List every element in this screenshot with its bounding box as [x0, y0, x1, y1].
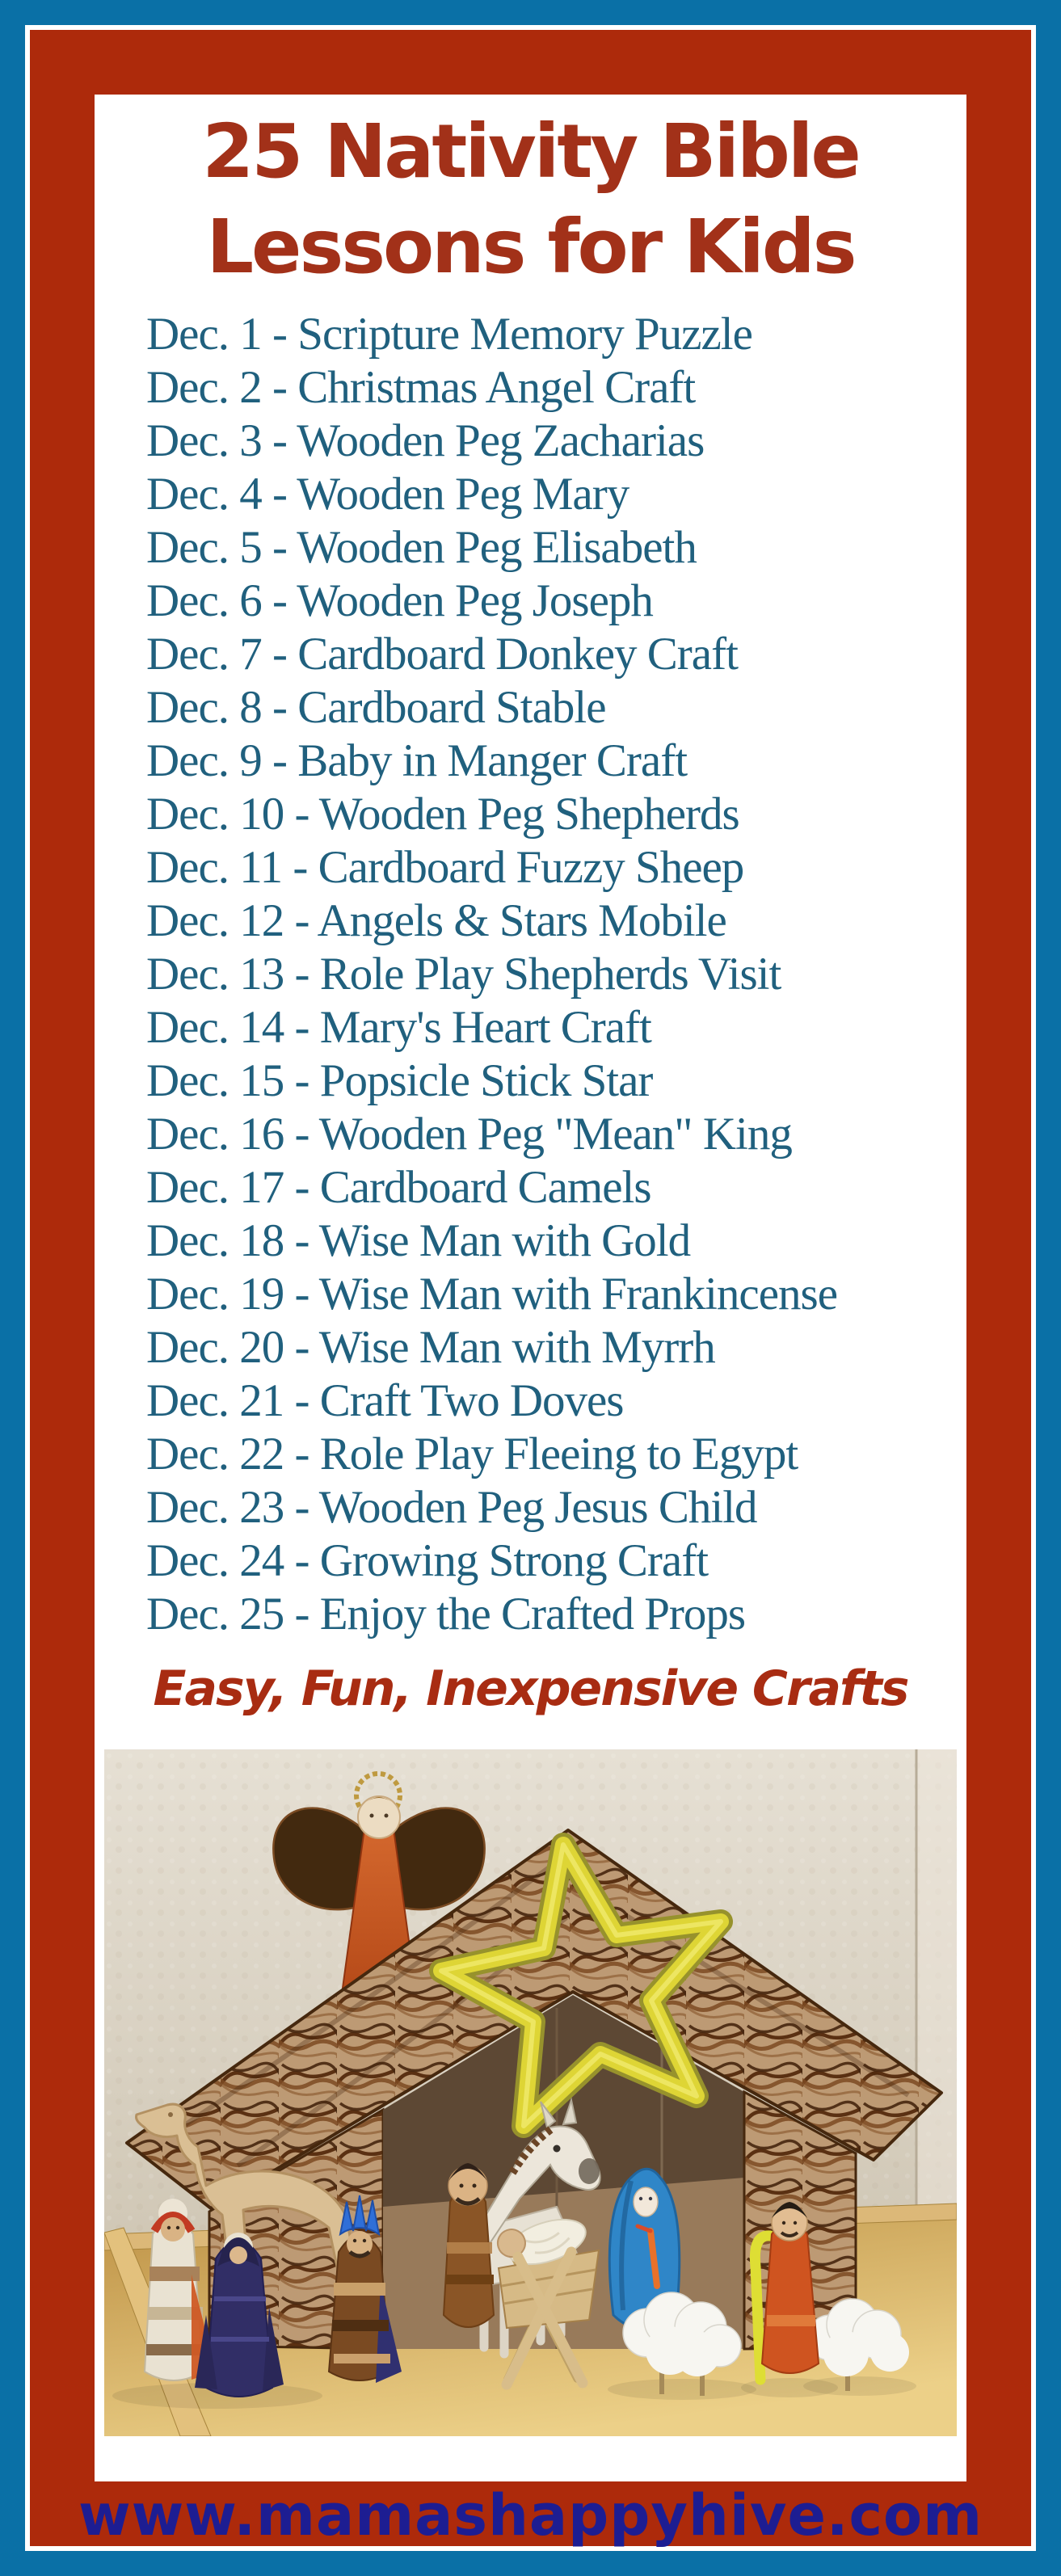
- lesson-item: Dec. 18 - Wise Man with Gold: [146, 1215, 691, 1266]
- lesson-item: Dec. 3 - Wooden Peg Zacharias: [146, 415, 705, 466]
- lesson-item: Dec. 22 - Role Play Fleeing to Egypt: [146, 1429, 798, 1480]
- lesson-item: Dec. 25 - Enjoy the Crafted Props: [146, 1589, 746, 1639]
- lesson-item: Dec. 17 - Cardboard Camels: [146, 1162, 651, 1213]
- lesson-item: Dec. 16 - Wooden Peg "Mean" King: [146, 1109, 792, 1160]
- photo-frame: [104, 1749, 957, 2436]
- nativity-photo: [104, 1749, 957, 2436]
- lesson-item: Dec. 23 - Wooden Peg Jesus Child: [146, 1482, 757, 1533]
- lesson-item: Dec. 10 - Wooden Peg Shepherds: [146, 789, 739, 840]
- lesson-item: Dec. 12 - Angels & Stars Mobile: [146, 895, 726, 946]
- joseph-figure: [444, 2163, 494, 2327]
- title-line-1: 25 Nativity Bible: [202, 108, 859, 195]
- lesson-item: Dec. 6 - Wooden Peg Joseph: [146, 575, 653, 626]
- content-panel: [95, 95, 966, 2481]
- lesson-item: Dec. 19 - Wise Man with Frankincense: [146, 1269, 838, 1320]
- page-title: [95, 104, 966, 295]
- lesson-item: Dec. 11 - Cardboard Fuzzy Sheep: [146, 842, 744, 893]
- lesson-item: Dec. 20 - Wise Man with Myrrh: [146, 1322, 715, 1373]
- lesson-item: Dec. 9 - Baby in Manger Craft: [146, 735, 688, 786]
- lessons-list: [95, 308, 966, 1641]
- lesson-item: Dec. 21 - Craft Two Doves: [146, 1375, 624, 1426]
- lesson-item: Dec. 7 - Cardboard Donkey Craft: [146, 629, 738, 680]
- lesson-item: Dec. 8 - Cardboard Stable: [146, 682, 606, 733]
- subtitle: Easy, Fun, Inexpensive Crafts: [153, 1661, 908, 1717]
- lesson-item: Dec. 1 - Scripture Memory Puzzle: [146, 309, 752, 360]
- website-url: www.mamashappyhive.com: [78, 2482, 983, 2549]
- lesson-item: Dec. 5 - Wooden Peg Elisabeth: [146, 522, 697, 573]
- lesson-item: Dec. 14 - Mary's Heart Craft: [146, 1002, 651, 1053]
- lesson-item: Dec. 24 - Growing Strong Craft: [146, 1535, 709, 1586]
- lesson-item: Dec. 15 - Popsicle Stick Star: [146, 1055, 653, 1106]
- lesson-item: Dec. 13 - Role Play Shepherds Visit: [146, 949, 781, 1000]
- lesson-item: Dec. 2 - Christmas Angel Craft: [146, 362, 696, 413]
- lesson-item: Dec. 4 - Wooden Peg Mary: [146, 469, 629, 520]
- title-line-2: Lessons for Kids: [206, 204, 855, 290]
